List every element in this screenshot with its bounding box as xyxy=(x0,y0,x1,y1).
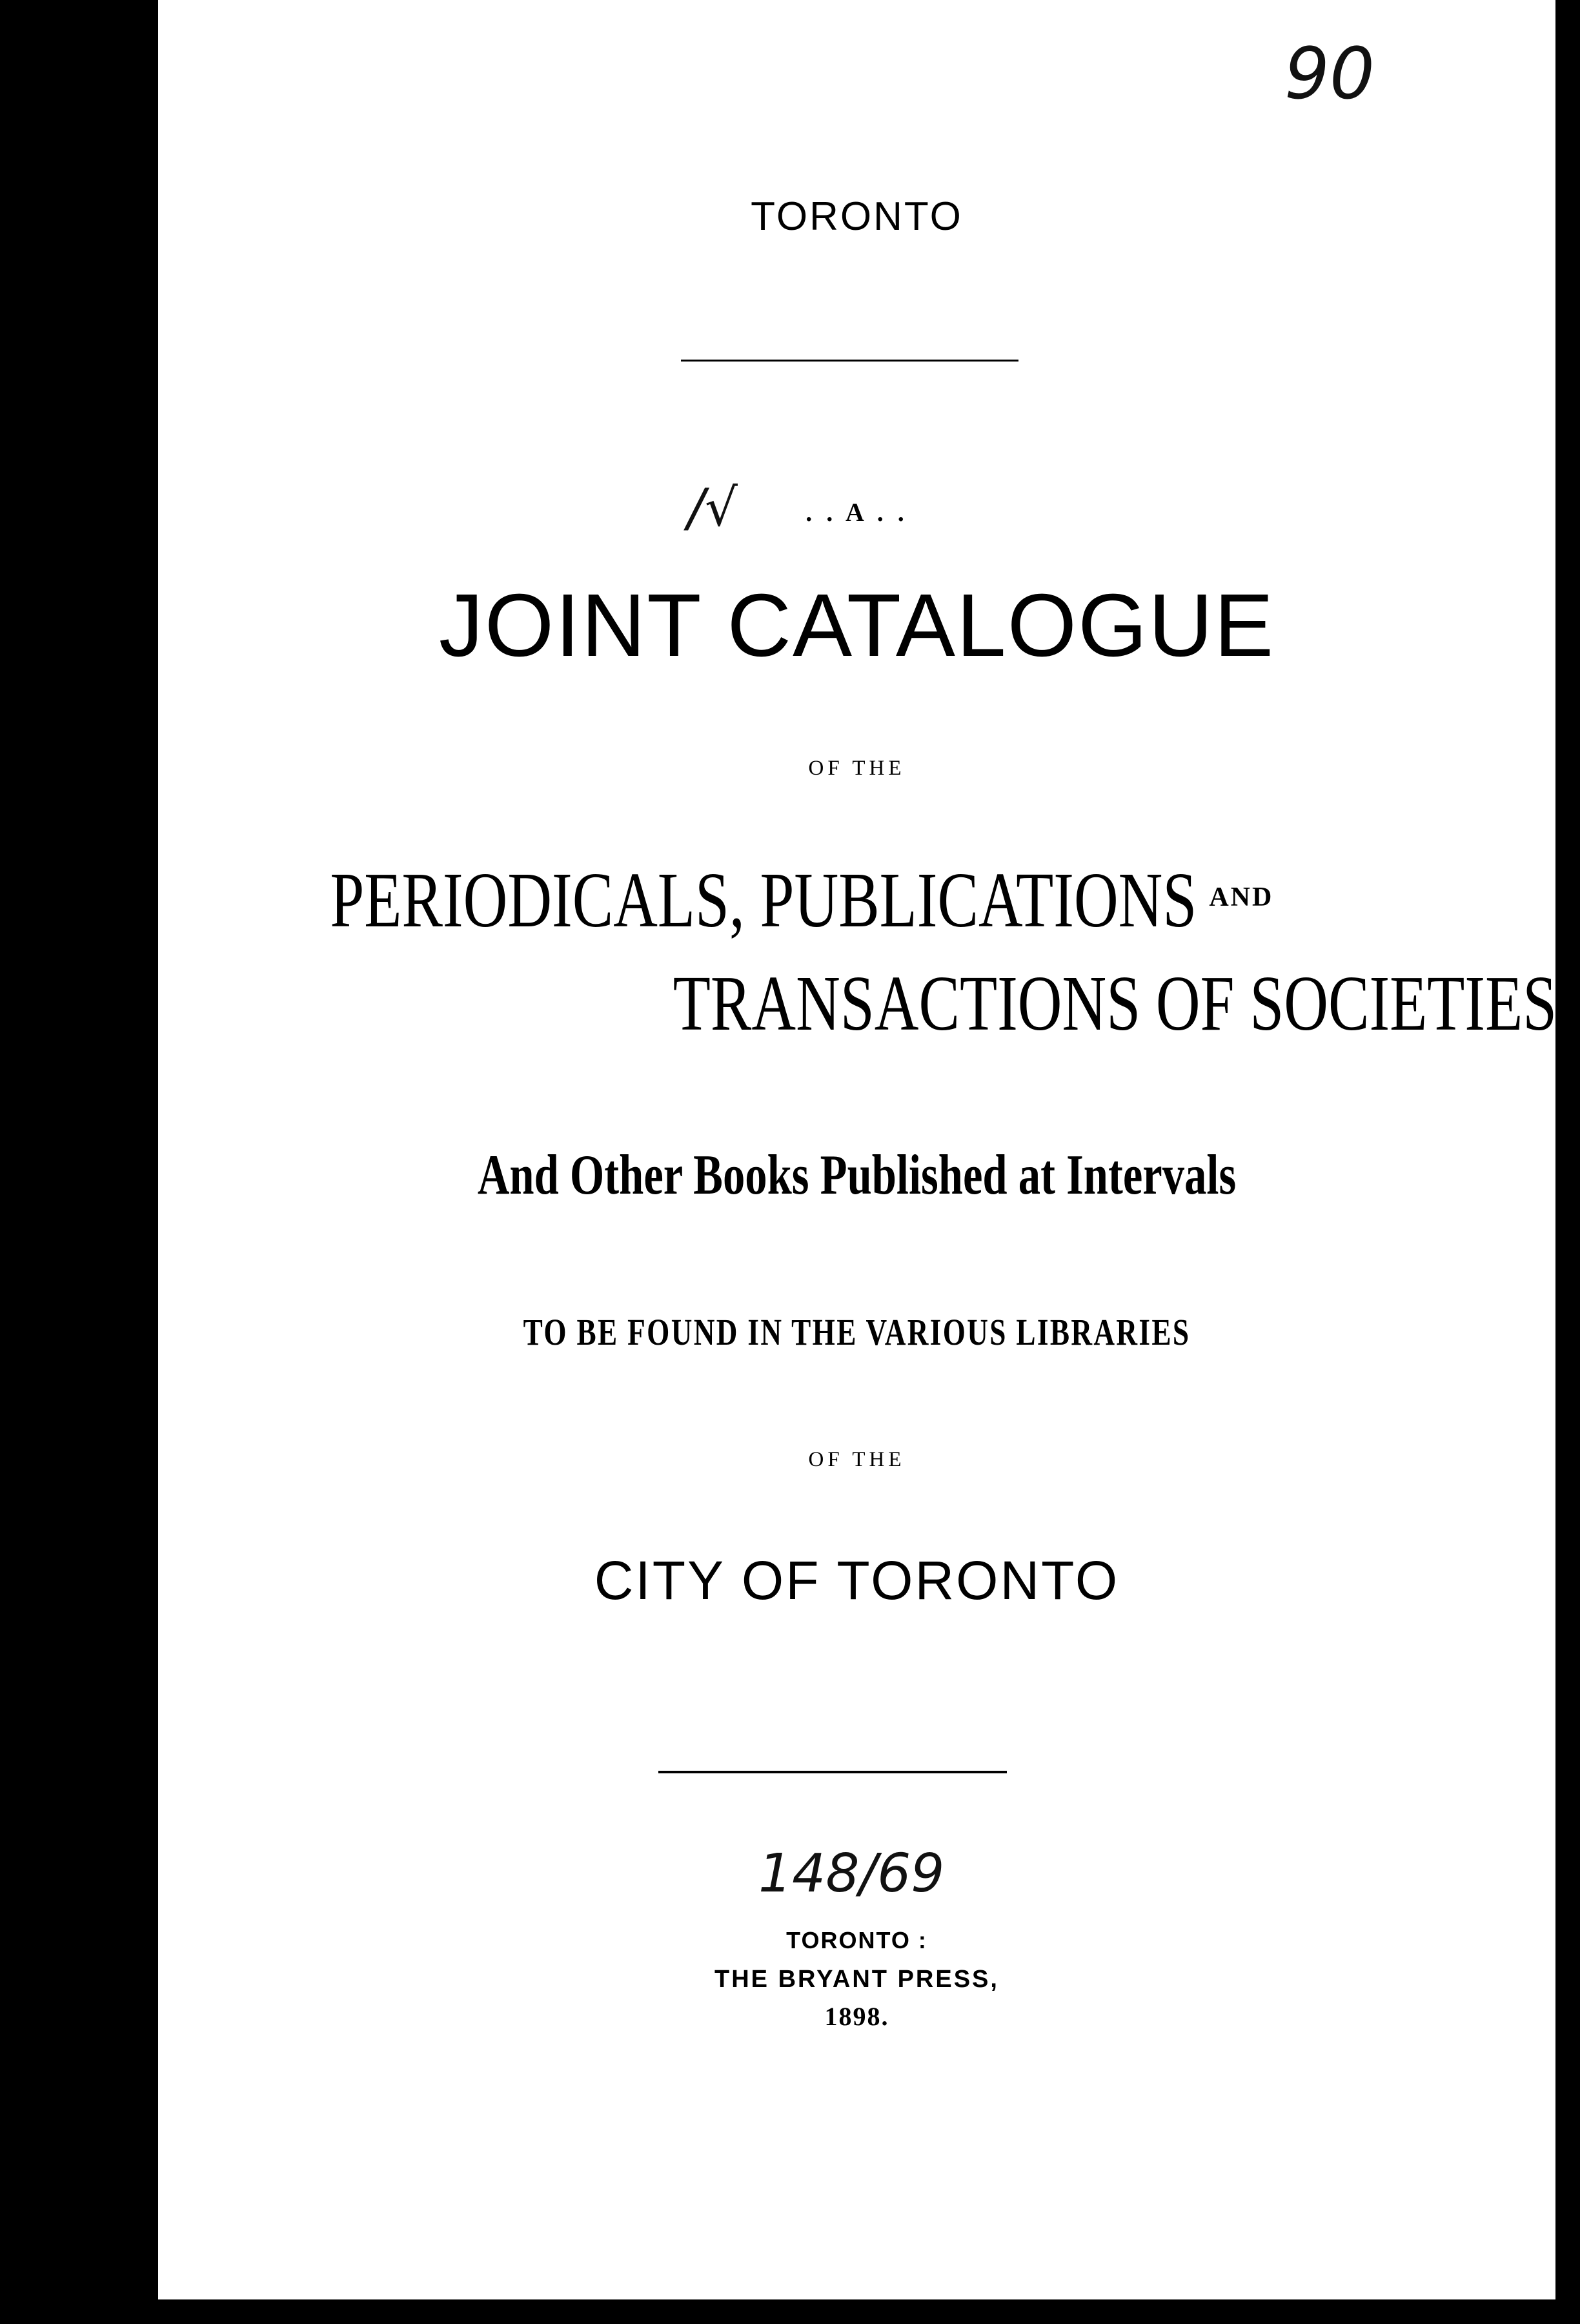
of-the-first: OF THE xyxy=(808,757,906,780)
subtitle-line2: TRANSACTIONS OF SOCIETIES xyxy=(673,960,1557,1047)
handwritten-tick-mark: /√ xyxy=(687,478,738,538)
imprint-place: TORONTO : xyxy=(786,1927,927,1953)
city-line: CITY OF TORONTO xyxy=(594,1550,1120,1611)
other-books-line: And Other Books Published at Intervals xyxy=(477,1144,1237,1207)
subtitle-line1: PERIODICALS, PUBLICATIONS xyxy=(330,857,1197,944)
to-be-found-line: TO BE FOUND IN THE VARIOUS LIBRARIES xyxy=(523,1311,1191,1353)
main-title: JOINT CATALOGUE xyxy=(438,576,1275,675)
right-dark-margin xyxy=(1555,0,1580,2324)
top-divider xyxy=(681,360,1018,362)
heading-city: TORONTO xyxy=(751,194,963,239)
title-page xyxy=(158,0,1555,2299)
subtitle-line1-row xyxy=(42,855,1439,952)
handwritten-page-number: 90 xyxy=(1284,32,1375,115)
handwritten-shelf-number: 148/69 xyxy=(758,1843,945,1904)
of-the-second: OF THE xyxy=(808,1448,906,1471)
subtitle-and: AND xyxy=(1209,882,1274,912)
imprint-year: 1898. xyxy=(824,2002,889,2031)
imprint-publisher: THE BRYANT PRESS, xyxy=(714,1966,999,1993)
left-binding-edge xyxy=(152,0,158,2324)
bottom-divider xyxy=(658,1771,1007,1773)
title-article: . . A . . xyxy=(805,498,908,527)
